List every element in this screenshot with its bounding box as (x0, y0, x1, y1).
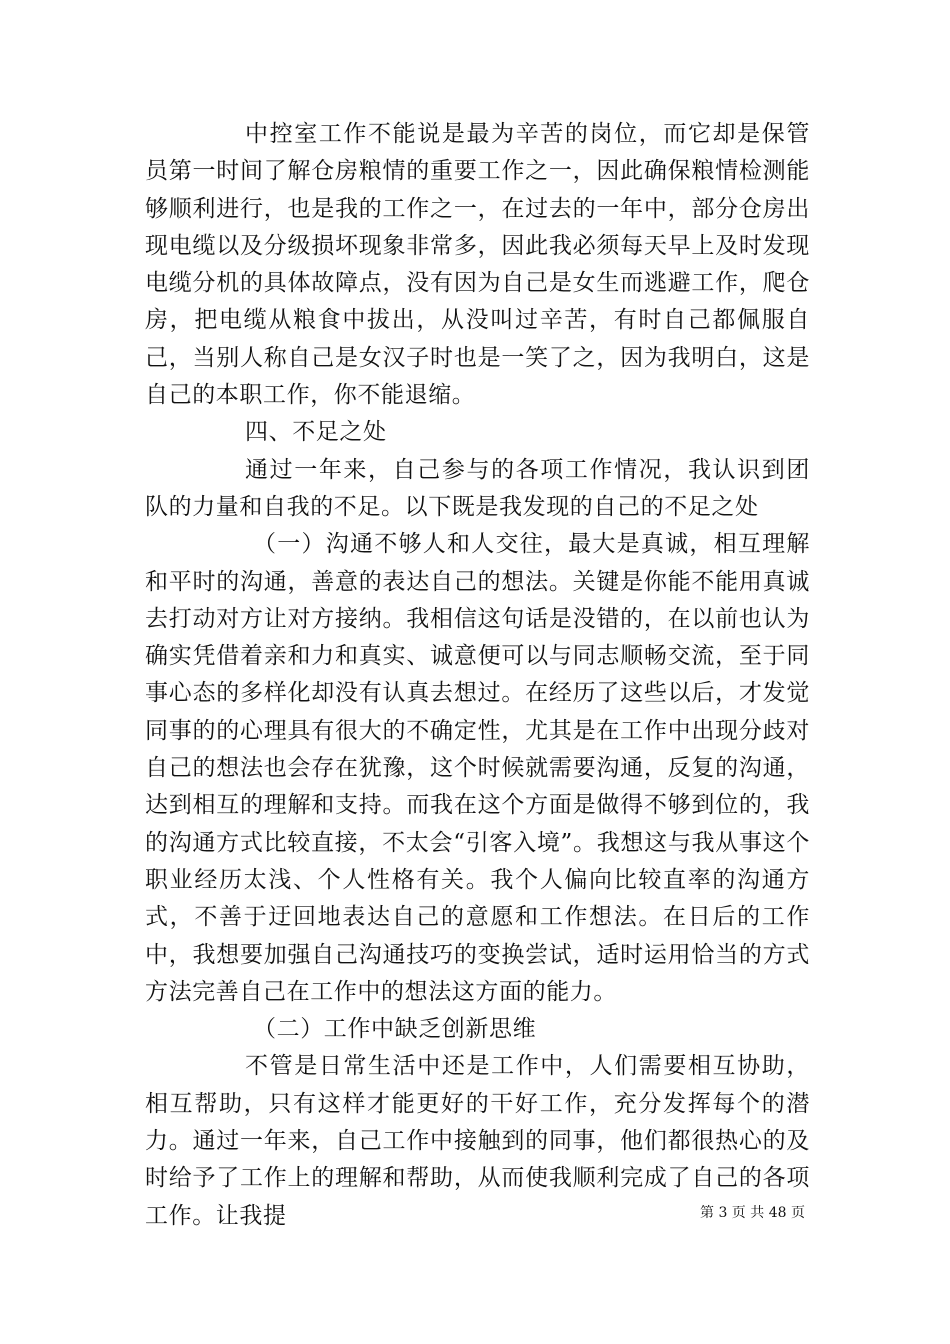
paragraph-shortcomings-intro: 通过一年来，自己参与的各项工作情况，我认识到团队的力量和自我的不足。以下既是我发现的自己的不足之处 (145, 456, 810, 520)
document-body (145, 116, 810, 1235)
paragraph-cooperation: 不管是日常生活中还是工作中，人们需要相互协助，相互帮助，只有这样才能更好的干好工作，充分发挥每个的潜力。通过一年来，自己工作中接触到的同事，他们都很热心的及时给予了工作上的理解和帮助，从而使我顺利完成了自己的各项工作。让我提 (145, 1053, 810, 1229)
section-heading-shortcomings: 四、不足之处 (245, 419, 387, 446)
page-number-footer: 第 3 页 共 48 页 (700, 1205, 805, 1221)
paragraph-communication: （一）沟通不够人和人交往，最大是真诚，相互理解和平时的沟通，善意的表达自己的想法。关键是你能不能用真诚去打动对方让对方接纳。我相信这句话是没错的，在以前也认为确实凭借着亲和力和真实、诚意便可以与同志顺畅交流，至于同事心态的多样化却没有认真去想过。在经历了这些以后，才发觉同事的的心理具有很大的不确定性，尤其是在工作中出现分歧对自己的想法也会存在犹豫，这个时候就需要沟通，反复的沟通，达到相互的理解和支持。而我在这个方面是做得不够到位的，我的沟通方式比较直接，不太会“引客入境”。我想这与我从事这个职业经历太浅、个人性格有关。我个人偏向比较直率的沟通方式，不善于迂回地表达自己的意愿和工作想法。在日后的工作中，我想要加强自己沟通技巧的变换尝试，适时运用恰当的方式方法完善自己在工作中的想法这方面的能力。 (145, 531, 810, 1005)
paragraph-control-room: 中控室工作不能说是最为辛苦的岗位，而它却是保管员第一时间了解仓房粮情的重要工作之一，因此确保粮情检测能够顺利进行，也是我的工作之一，在过去的一年中，部分仓房出现电缆以及分级损坏现象非常多，因此我必须每天早上及时发现电缆分机的具体故障点，没有因为自己是女生而逃避工作，爬仓房，把电缆从粮食中拔出，从没叫过辛苦，有时自己都佩服自己，当别人称自己是女汉子时也是一笑了之，因为我明白，这是自己的本职工作，你不能退缩。 (145, 121, 810, 409)
subheading-innovation: （二）工作中缺乏创新思维 (253, 1016, 537, 1043)
